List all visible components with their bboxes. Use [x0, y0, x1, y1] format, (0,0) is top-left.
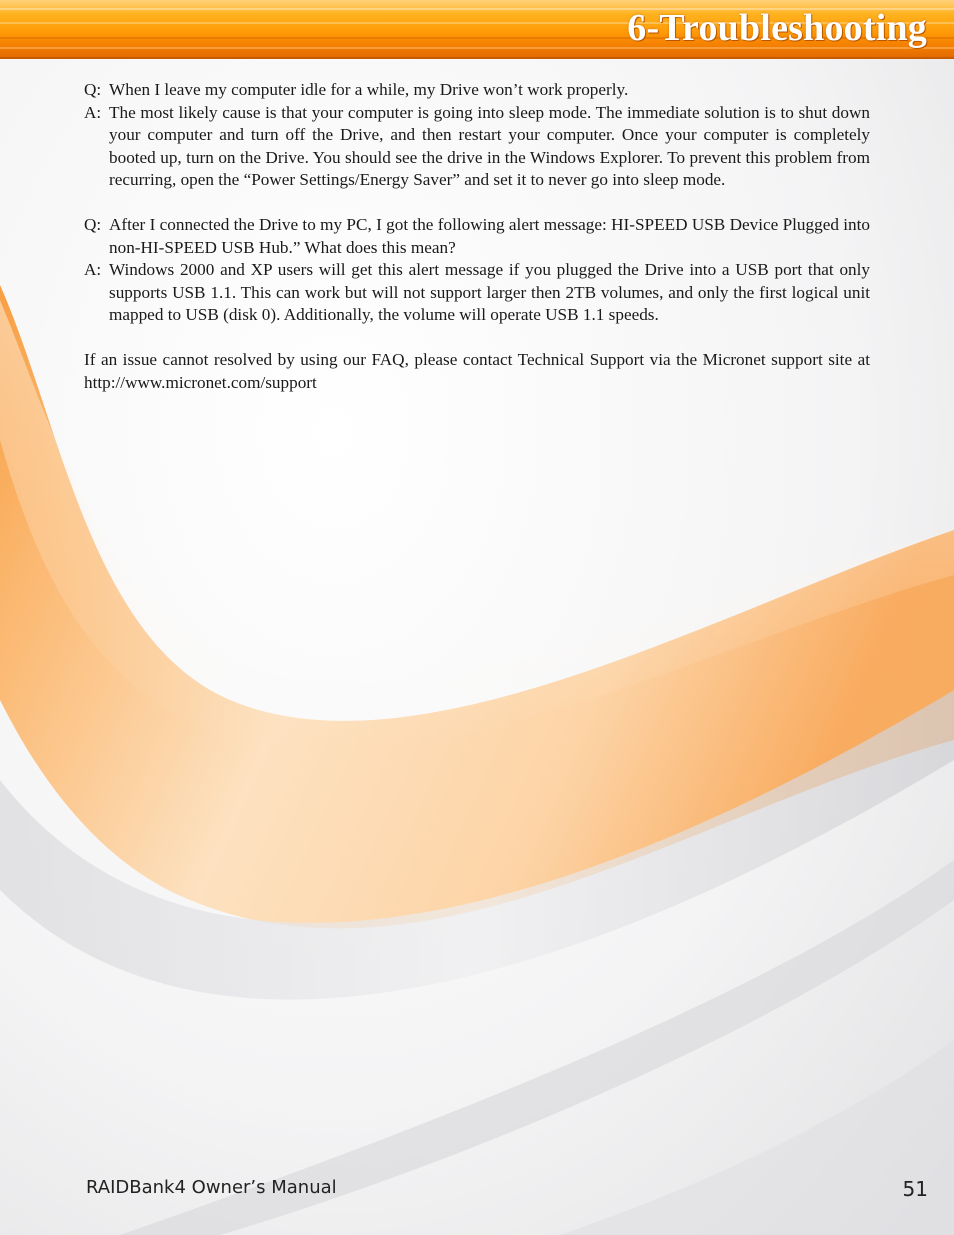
- faq-question: [84, 79, 870, 102]
- page-number: 51: [902, 1177, 928, 1201]
- faq-item: [84, 79, 870, 192]
- faq-answer: [84, 259, 870, 327]
- answer-text: Windows 2000 and XP users will get this alert message if you plugged the Drive into a USB port that only supports USB 1.1. This can work but will not support larger then 2TB volumes, and only the first logical unit mapped to USB (disk 0). Additionally, the volume will operate USB 1.1 speeds.: [109, 260, 870, 324]
- answer-label: A:: [84, 102, 102, 122]
- manual-title: RAIDBank4 Owner’s Manual: [86, 1177, 337, 1198]
- faq-answer: [84, 102, 870, 192]
- question-text: After I connected the Drive to my PC, I got the following alert message: HI-SPEED USB Device Plugged into non-HI-SPEED USB Hub.” What does this mean?: [109, 215, 870, 257]
- faq-content: [84, 79, 870, 394]
- support-paragraph: If an issue cannot resolved by using our FAQ, please contact Technical Support via the Micronet support site at http://www.micronet.com/support: [84, 350, 870, 392]
- chapter-title: 6-Troubleshooting: [627, 7, 927, 49]
- faq-question: [84, 214, 870, 259]
- faq-item: [84, 214, 870, 327]
- question-label: Q:: [84, 215, 102, 234]
- answer-text: The most likely cause is that your computer is going into sleep mode. The immediate solution is to shut down your computer and turn off the Drive, and then restart your computer. Once your computer is completely booted up, turn on the Drive. You should see the drive in the Windows Explorer. To prevent this problem from recurring, open the “Power Settings/Energy Saver” and set it to never go into sleep mode.: [109, 102, 870, 189]
- question-text: When I leave my computer idle for a while, my Drive won’t work properly.: [109, 80, 629, 99]
- question-label: Q:: [84, 80, 102, 99]
- chapter-header: [0, 0, 954, 59]
- answer-label: A:: [84, 260, 102, 279]
